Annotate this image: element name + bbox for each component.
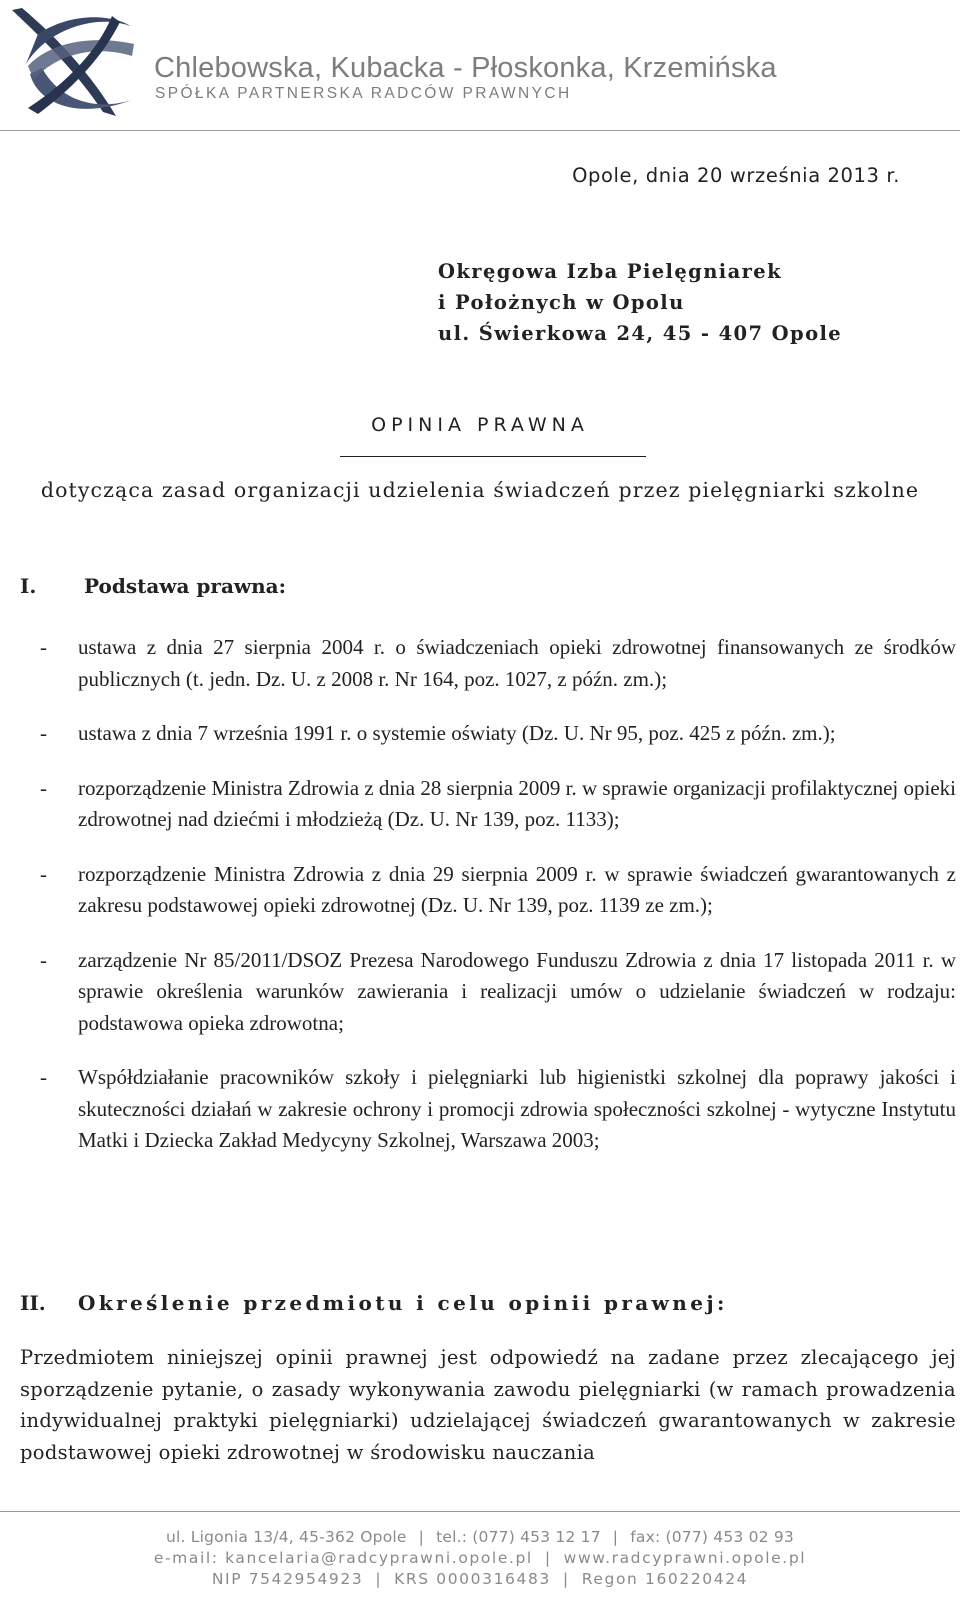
list-marker: - (40, 721, 47, 745)
footer-separator: | (375, 1570, 383, 1588)
list-item (20, 859, 956, 922)
list-item-text: ustawa z dnia 27 sierpnia 2004 r. o świadczeniach opieki zdrowotnej finansowanych ze środków publicznych (t. jedn. Dz. U. z 2008 r. Nr 164, poz. 1027, z późn. zm.); (78, 635, 956, 691)
list-marker: - (40, 947, 47, 972)
footer-line (0, 1569, 960, 1590)
addressee-line: i Położnych w Opolu (438, 291, 685, 314)
footer-divider (0, 1511, 960, 1512)
list-item-text: rozporządzenie Ministra Zdrowia z dnia 28 sierpnia 2009 r. w sprawie organizacji profilaktycznej opieki zdrowotnej nad dziećmi i młodzieżą (Dz. U. Nr 139, poz. 1133); (78, 775, 956, 831)
footer-krs: KRS 0000316483 (394, 1570, 551, 1588)
footer-line (0, 1527, 960, 1548)
title-underline (340, 456, 646, 457)
section-number: I. (20, 574, 37, 598)
footer-separator: | (612, 1528, 619, 1546)
addressee-line: Okręgowa Izba Pielęgniarek (438, 260, 783, 283)
footer-phone: tel.: (077) 453 12 17 (436, 1528, 601, 1546)
addressee-line: ul. Świerkowa 24, 45 - 407 Opole (438, 322, 843, 345)
law-firm-logo-icon (8, 4, 138, 122)
footer-website[interactable]: www.radcyprawni.opole.pl (563, 1549, 807, 1567)
footer-regon: Regon 160220424 (581, 1570, 749, 1588)
document-subtitle: dotycząca zasad organizacji udzielenia świadczeń przez pielęgniarki szkolne (40, 478, 920, 502)
list-item-text: Współdziałanie pracowników szkoły i pielęgniarki lub higienistki szkolnej dla poprawy jakości i skuteczności działań w zakresie ochrony i promocji zdrowia społeczności szkolnej - wytyczne Instytutu Matki i Dziecka Zakład Medycyny Szkolnej, Warszawa 2003; (78, 1065, 956, 1152)
firm-subtitle: SPÓŁKA PARTNERSKA RADCÓW PRAWNYCH (155, 85, 572, 102)
list-marker: - (40, 1065, 47, 1089)
list-item (20, 1062, 956, 1157)
addressee-block (438, 256, 842, 349)
list-item (20, 945, 956, 1040)
list-marker: - (40, 861, 47, 886)
footer-email[interactable]: e-mail: kancelaria@radcyprawni.opole.pl (153, 1549, 533, 1567)
document-date: Opole, dnia 20 września 2013 r. (572, 164, 900, 187)
footer-line (0, 1548, 960, 1569)
section-number: II. (20, 1291, 46, 1315)
firm-name: Chlebowska, Kubacka - Płoskonka, Krzemińska (154, 52, 777, 84)
list-item (20, 632, 956, 695)
list-marker: - (40, 635, 47, 659)
list-item (20, 718, 956, 750)
list-marker: - (40, 775, 47, 800)
footer-fax: fax: (077) 453 02 93 (630, 1528, 794, 1546)
list-item (20, 773, 956, 836)
body-paragraph: Przedmiotem niniejszej opinii prawnej jest odpowiedź na zadane przez zlecającego jej sporządzenie pytanie, o zasady wykonywania zawodu pielęgniarki (w ramach prowadzenia indywidualnej praktyki pielęgniarki) udzielającej świadczeń gwarantowanych w zakresie podstawowej opieki zdrowotnej w środowisku nauczania (20, 1346, 956, 1464)
list-item-text: ustawa z dnia 7 września 1991 r. o systemie oświaty (Dz. U. Nr 95, poz. 425 z późn. zm.); (78, 721, 836, 745)
footer (0, 1527, 960, 1590)
footer-separator: | (418, 1528, 425, 1546)
list-item-text: rozporządzenie Ministra Zdrowia z dnia 29 sierpnia 2009 r. w sprawie świadczeń gwarantowanych z zakresu podstawowej opieki zdrowotnej (Dz. U. Nr 139, poz. 1139 ze zm.); (78, 861, 956, 917)
footer-nip: NIP 7542954923 (211, 1570, 364, 1588)
footer-separator: | (544, 1549, 552, 1567)
header-divider (0, 130, 960, 131)
legal-basis-list (20, 632, 956, 1180)
footer-address: ul. Ligonia 13/4, 45-362 Opole (165, 1528, 407, 1546)
document-title: OPINIA PRAWNA (371, 414, 589, 436)
section-heading: Podstawa prawna: (84, 574, 287, 598)
section-heading: Określenie przedmiotu i celu opinii prawnej: (78, 1291, 728, 1315)
list-item-text: zarządzenie Nr 85/2011/DSOZ Prezesa Narodowego Funduszu Zdrowia z dnia 17 listopada 2011 r. w sprawie określenia warunków zawierania i realizacji umów o udzielanie świadczeń w rodzaju: podstawowa opieka zdrowotna; (78, 947, 956, 1035)
footer-separator: | (562, 1570, 570, 1588)
